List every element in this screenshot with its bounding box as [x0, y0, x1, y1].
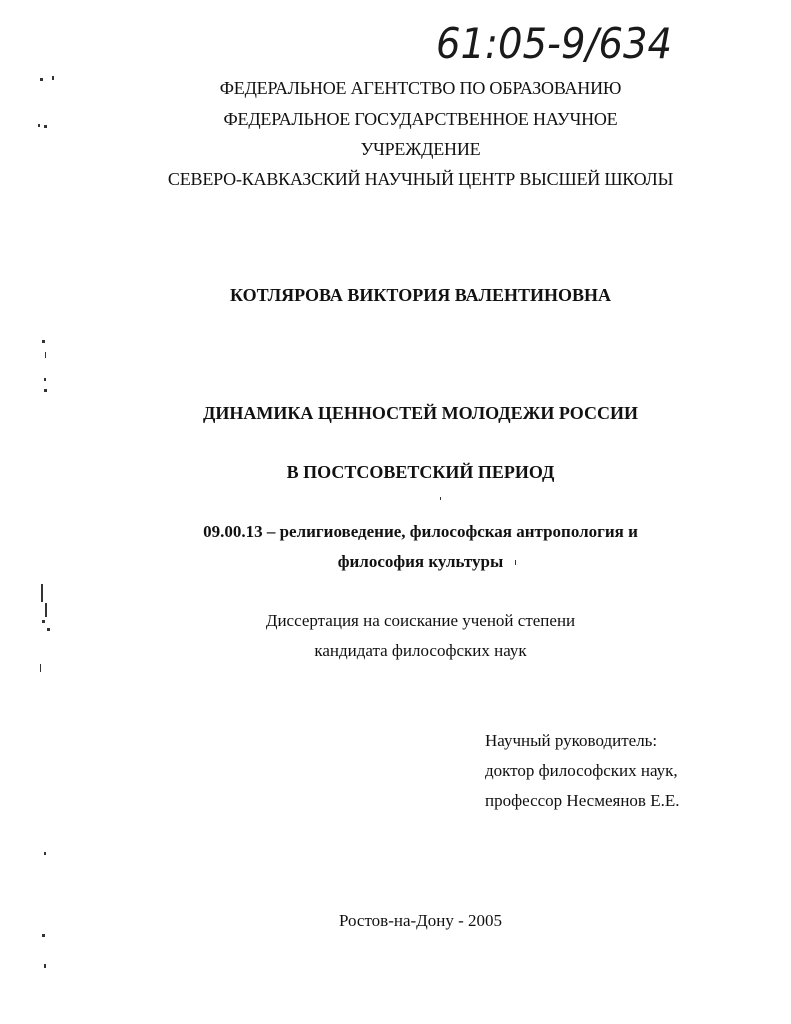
scan-speck	[41, 584, 43, 602]
title-line-1: ДИНАМИКА ЦЕННОСТЕЙ МОЛОДЕЖИ РОССИИ	[202, 403, 639, 423]
scan-speck	[45, 352, 46, 358]
author-name: КОТЛЯРОВА ВИКТОРИЯ ВАЛЕНТИНОВНА	[229, 285, 611, 305]
scan-speck	[44, 964, 46, 968]
scan-speck	[44, 389, 47, 392]
scan-speck	[40, 664, 41, 672]
header-line-3: УЧРЕЖДЕНИЕ	[360, 139, 481, 159]
dissertation-line-2: кандидата философских наук	[314, 641, 527, 660]
title-line-2: В ПОСТСОВЕТСКИЙ ПЕРИОД	[286, 462, 555, 482]
scan-speck	[47, 628, 50, 631]
supervisor-name: профессор Несмеянов Е.Е.	[485, 791, 680, 810]
scan-speck	[42, 620, 45, 623]
scan-speck	[515, 560, 516, 565]
scan-speck	[44, 852, 46, 855]
header-line-2: ФЕДЕРАЛЬНОЕ ГОСУДАРСТВЕННОЕ НАУЧНОЕ	[223, 109, 618, 129]
archive-code-text: 61:05-9/634	[436, 19, 672, 66]
scan-speck	[44, 125, 47, 128]
city-year: Ростов-на-Дону - 2005	[338, 911, 503, 930]
supervisor-label: Научный руководитель:	[485, 731, 658, 750]
header-line-4: СЕВЕРО-КАВКАЗСКИЙ НАУЧНЫЙ ЦЕНТР ВЫСШЕЙ ШКОЛЫ	[167, 169, 674, 189]
scan-speck	[440, 497, 441, 500]
scan-speck	[42, 934, 45, 937]
scan-speck	[44, 378, 46, 381]
scan-speck	[40, 78, 43, 81]
scan-speck	[45, 603, 47, 617]
scan-speck	[38, 124, 40, 127]
scan-speck	[42, 340, 45, 343]
handwritten-archive-code	[430, 14, 680, 66]
supervisor-degree: доктор философских наук,	[485, 761, 678, 780]
specialty-line-2: философия культуры	[337, 552, 504, 571]
scan-speck	[52, 76, 54, 80]
specialty-line-1: 09.00.13 – религиоведение, философская антропология и	[203, 522, 638, 541]
header-line-1: ФЕДЕРАЛЬНОЕ АГЕНТСТВО ПО ОБРАЗОВАНИЮ	[219, 78, 622, 98]
dissertation-line-1: Диссертация на соискание ученой степени	[265, 611, 576, 630]
